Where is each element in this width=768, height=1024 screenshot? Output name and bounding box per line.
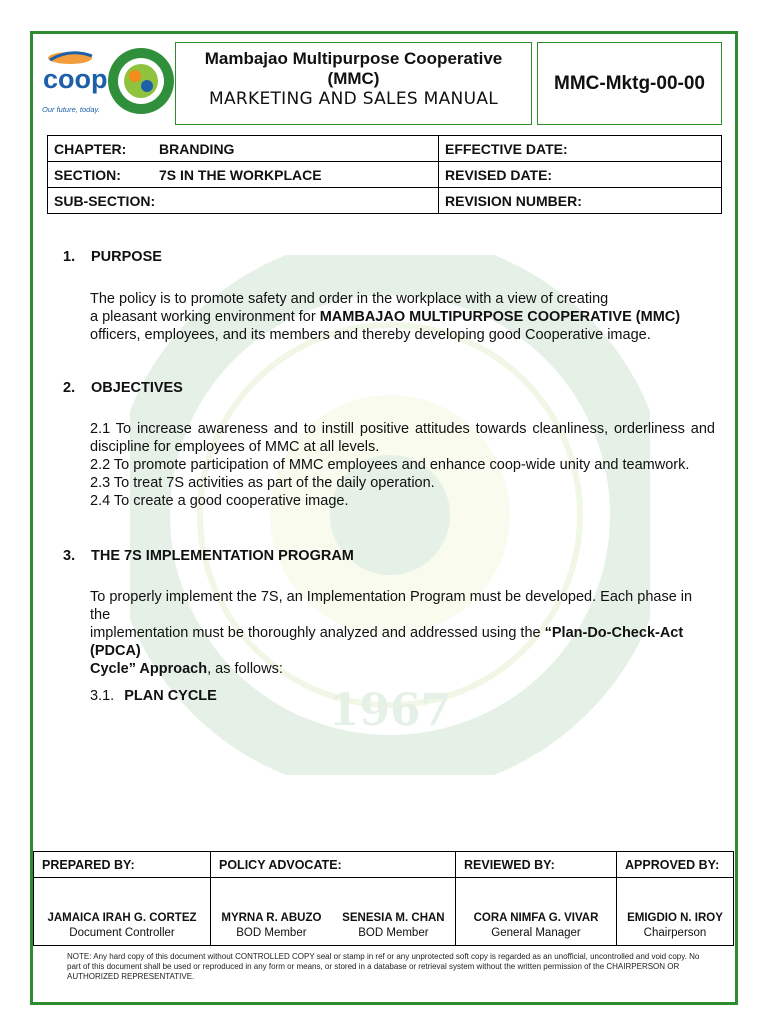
document-title-block	[175, 42, 532, 125]
reviewed-by-label: REVIEWED BY:	[456, 852, 617, 878]
prepared-by-label: PREPARED BY:	[34, 852, 211, 878]
document-code: MMC-Mktg-00-00	[537, 42, 722, 125]
program-text: To properly implement the 7S, an Implementation Program must be developed. Each phase in the implementation must be thoroughly analyzed and addressed using the “Plan-Do-Check-Act (PDCA) Cycle” Approach, as follows:	[90, 589, 693, 677]
document-body	[63, 248, 732, 705]
section-label: SECTION:	[54, 166, 121, 183]
program-heading: 3. THE 7S IMPLEMENTATION PROGRAM	[63, 548, 354, 564]
subsection-label: SUB-SECTION:	[48, 188, 439, 214]
coop-wordmark: coop	[43, 64, 108, 94]
policy-advocate-signatories	[211, 878, 456, 946]
manual-title: MARKETING AND SALES MANUAL	[208, 89, 499, 109]
advocate-signatory: SENESIA M. CHAN BOD Member	[342, 912, 445, 939]
chapter-value: BRANDING	[159, 140, 235, 157]
advocate-signatory: MYRNA R. ABUZO BOD Member	[221, 912, 322, 939]
objective-item: 2.4 To create a good cooperative image.	[90, 493, 349, 509]
objective-item: 2.1 To increase awareness and to instill positive attitudes towards cleanliness, orderliness and discipline for employees of MMC at all levels.	[90, 421, 732, 455]
approved-by-label: APPROVED BY:	[617, 852, 734, 878]
document-meta-table	[47, 135, 722, 214]
objectives-heading: 2. OBJECTIVES	[63, 380, 183, 396]
revision-number-label: REVISION NUMBER:	[439, 188, 722, 214]
coop-tagline: Our future, today.	[42, 105, 100, 114]
plan-cycle-subheading: 3.1. PLAN CYCLE	[90, 688, 217, 704]
purpose-heading: 1. PURPOSE	[63, 249, 162, 265]
org-abbrev: (MMC)	[327, 69, 380, 88]
policy-advocate-label: POLICY ADVOCATE:	[211, 852, 456, 878]
signature-header-row	[34, 852, 734, 878]
revised-date-label: REVISED DATE:	[439, 162, 722, 188]
objectives-list	[90, 420, 732, 510]
watermark-year: 1967	[328, 685, 452, 736]
section-value: 7S IN THE WORKPLACE	[159, 166, 322, 183]
logo-graphic	[40, 44, 174, 120]
objective-item: 2.2 To promote participation of MMC employees and enhance coop-wide unity and teamwork.	[90, 457, 690, 473]
approved-by-signatory: EMIGDIO N. IROY Chairperson	[617, 878, 734, 946]
controlled-copy-note: NOTE: Any hard copy of this document without CONTROLLED COPY seal or stamp in ref or any unprotected soft copy is regarded as an unofficial, uncontrolled and void copy. No part of this document shall be used or reproduced in any form or means, or stored in a database or retrieval system without the written permission of the CHAIRPERSON OR AUTHORIZED REPRESENTATIVE.	[67, 952, 700, 981]
reviewed-by-signatory: CORA NIMFA G. VIVAR General Manager	[456, 878, 617, 946]
prepared-by-signatory: JAMAICA IRAH G. CORTEZ Document Controller	[34, 878, 211, 946]
purpose-text: The policy is to promote safety and order in the workplace with a view of creating a pleasant working environment for MAMBAJAO MULTIPURPOSE COOPERATIVE (MMC) officers, employees, and its members and thereby developing good Cooperative image.	[90, 291, 681, 343]
signature-body-row	[34, 878, 734, 946]
objective-item: 2.3 To treat 7S activities as part of the daily operation.	[90, 475, 435, 491]
meta-row	[48, 188, 722, 214]
signature-table	[33, 851, 734, 946]
meta-row	[48, 136, 722, 162]
meta-row	[48, 162, 722, 188]
org-name: Mambajao Multipurpose Cooperative	[204, 49, 503, 68]
effective-date-label: EFFECTIVE DATE:	[439, 136, 722, 162]
chapter-label: CHAPTER:	[54, 140, 127, 157]
coop-logo	[40, 44, 174, 120]
